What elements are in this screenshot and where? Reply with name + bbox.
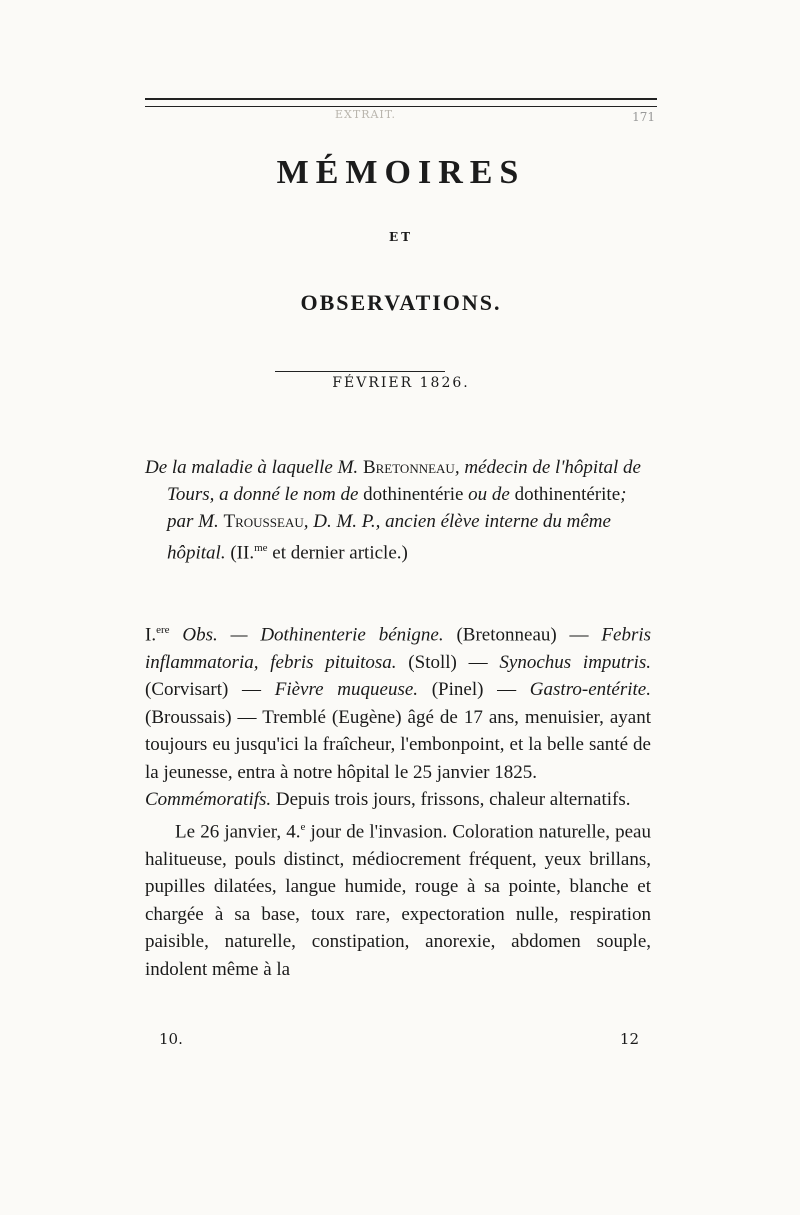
article-heading: De la maladie à laquelle M. Bretonneau, médecin de l'hôpital de Tours, a donné le nom de dothinentérie ou de dothinentérite; par M. Trousseau, D. M. P., ancien élève interne du même hôpital. (II.$^{me}$ et dernier article.) [145, 457, 641, 564]
observation-paragraph: I.$^{ere}$ Obs. — Dothinenterie bénigne. (Bretonneau) — Febris inflammatoria, febris pituitosa. (Stoll) — Synochus imputris. (Corvisart) — Fièvre muqueuse. (Pinel) — Gastro-entérite. (Broussais) — Tremblé (Eugène) âgé de 17 ans, menuisier, ayant toujours eu jusqu'ici la fraîcheur, l'embonpoint, et la belle santé de la jeunesse, entra à notre hôpital le 25 janvier 1825. [145, 624, 652, 783]
header-double-rule [145, 98, 657, 107]
running-header: EXTRAIT. [335, 108, 396, 121]
case-paragraph: Le 26 janvier, 4.$^e$ jour de l'invasion. Coloration naturelle, peau halitueuse, pouls distinct, médiocrement fréquent, yeux brillans, pupilles dilatées, langue humide, rouge à sa pointe, blanche et chargée à sa base, toux rare, expectoration nulle, respiration paisible, naturelle, constipation, anorexie, abdomen souple, indolent même à la [145, 820, 651, 980]
page-number: 171 [632, 110, 655, 124]
document-page [145, 98, 657, 1158]
section-conjunction: ET [388, 230, 414, 244]
section-divider [275, 371, 445, 372]
section-subtitle: OBSERVATIONS. [300, 290, 502, 315]
commemoratifs-paragraph: Commémoratifs. Depuis trois jours, frissons, chaleur alternatifs. [145, 789, 631, 811]
author-name-trousseau: Trousseau [223, 511, 304, 532]
signature-mark-left: 10. [159, 1030, 183, 1048]
author-name-bretonneau: Bretonneau [362, 457, 455, 478]
signature-mark-right: 12 [619, 1030, 639, 1048]
observation-body [145, 617, 651, 983]
issue-date: FÉVRIER 1826. [332, 375, 470, 391]
section-title: MÉMOIRES [276, 154, 526, 191]
